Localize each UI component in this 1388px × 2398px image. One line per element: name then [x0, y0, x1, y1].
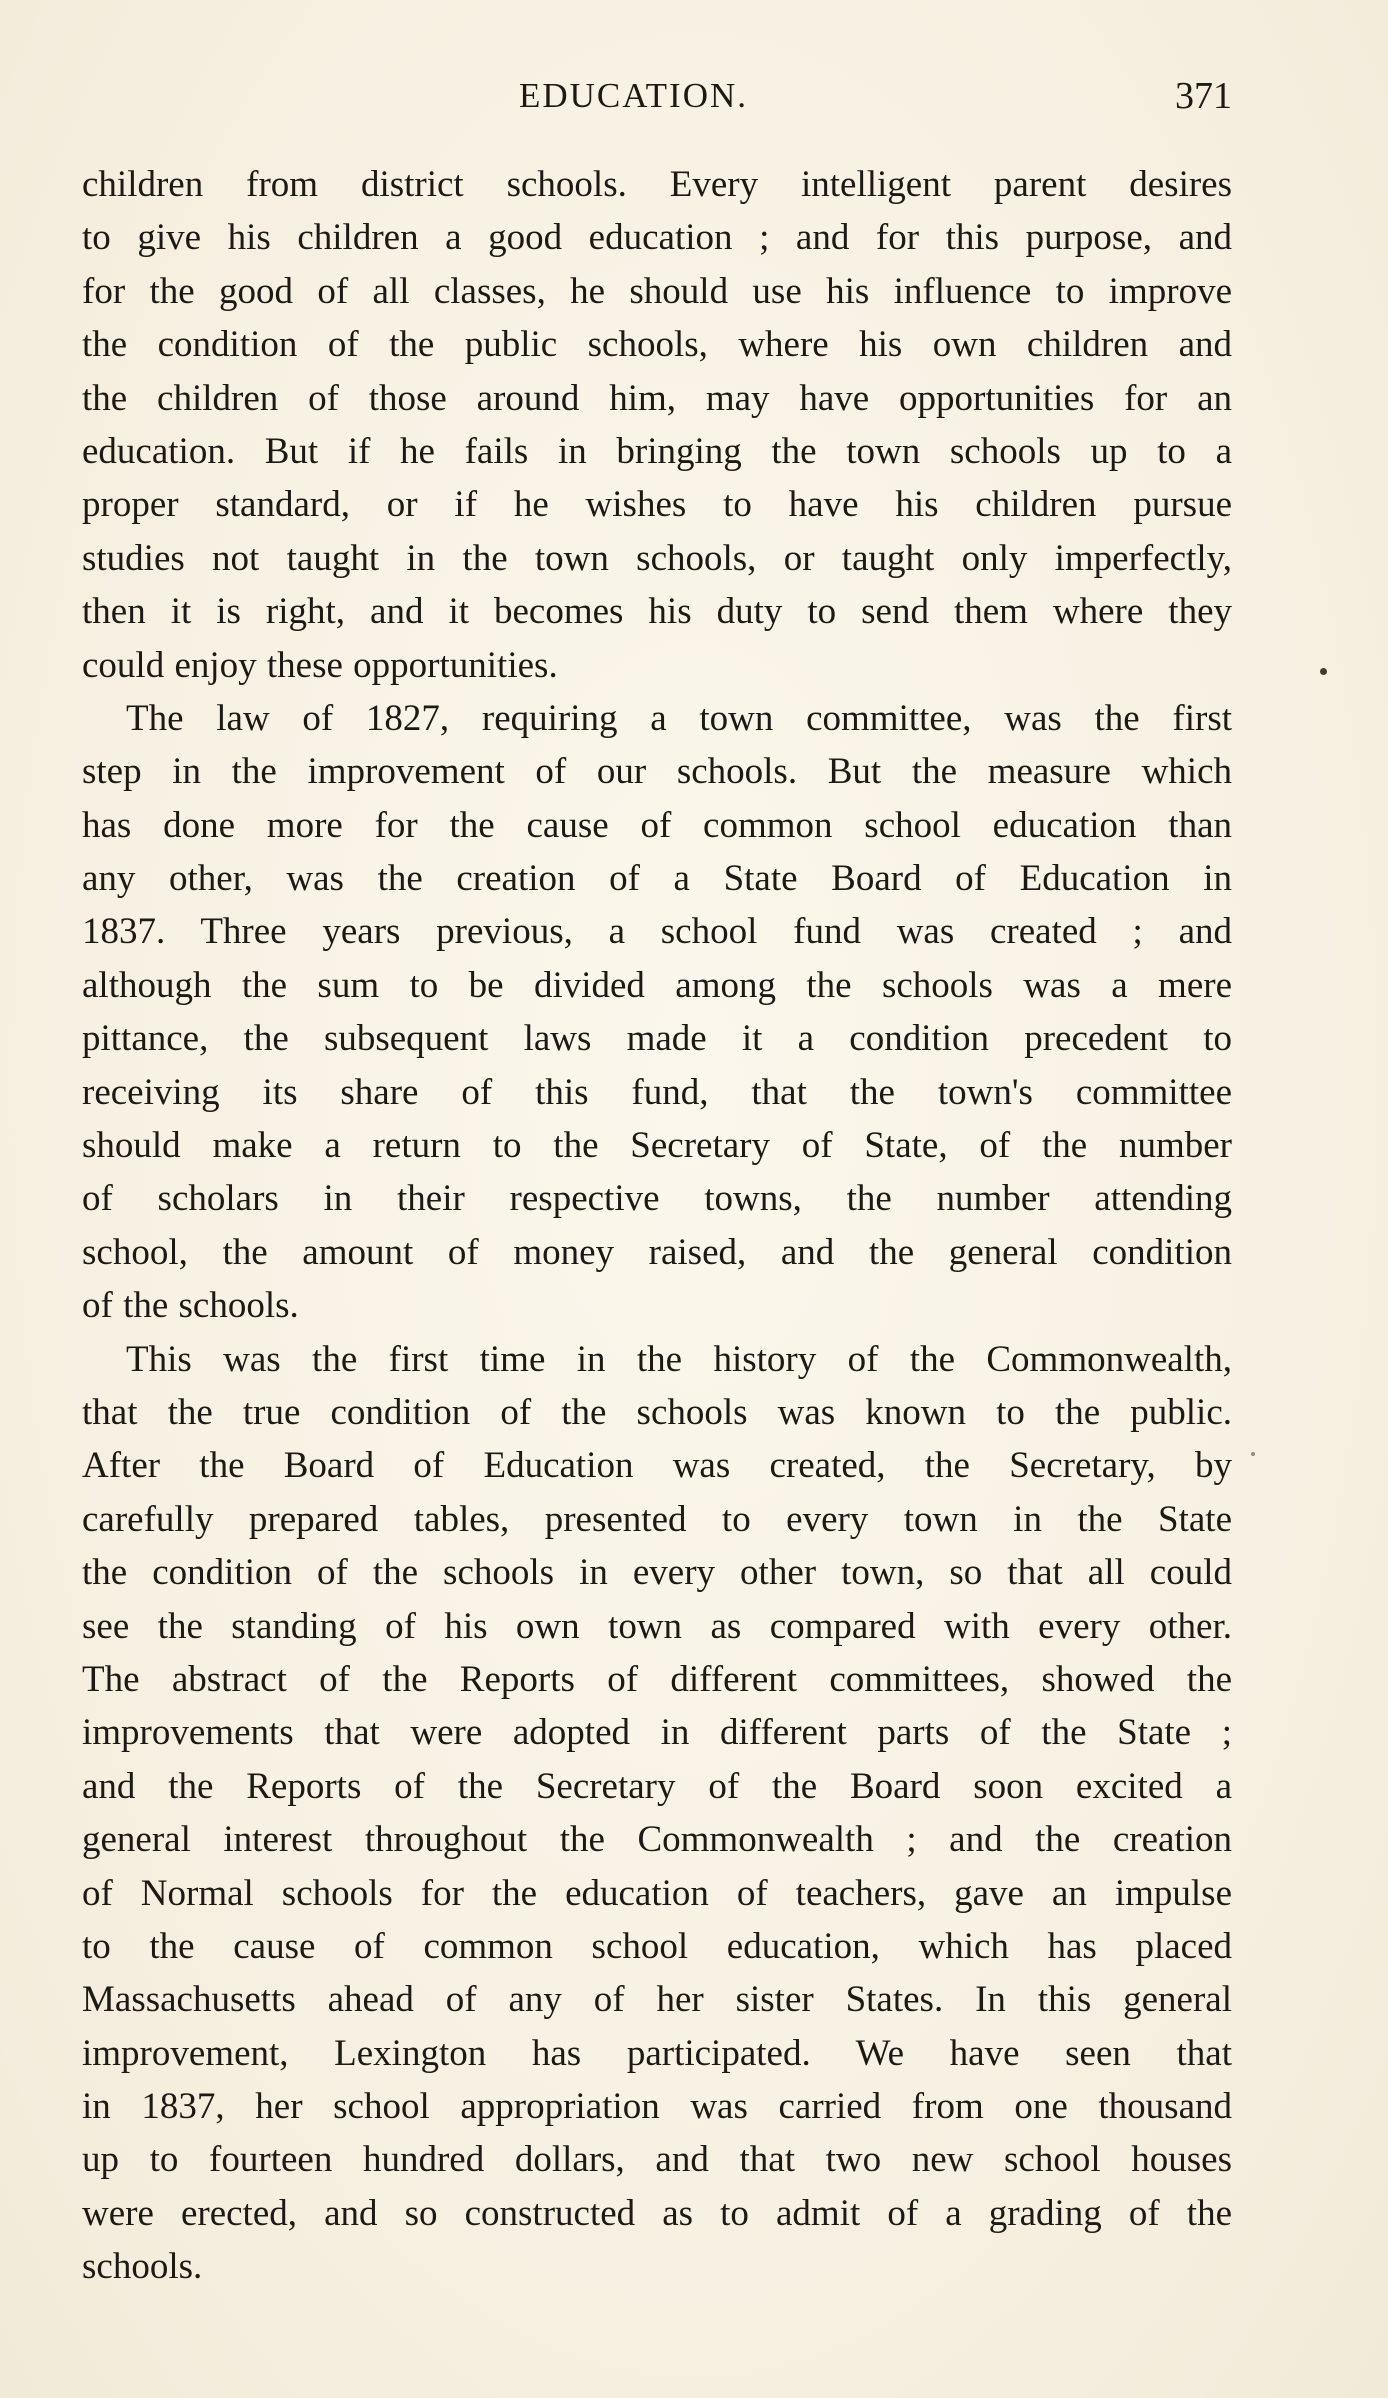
text-line: Massachusetts ahead of any of her sister States. In this general	[82, 1979, 1232, 2021]
paragraph	[82, 692, 1232, 1333]
text-line: for the good of all classes, he should use his influence to improve	[82, 270, 1232, 312]
text-line: of Normal schools for the education of teachers, gave an impulse	[82, 1872, 1232, 1914]
text-line: could enjoy these opportunities.	[82, 644, 558, 686]
text-line: were erected, and so constructed as to admit of a grading of the	[82, 2192, 1232, 2234]
text-line: that the true condition of the schools was known to the public.	[82, 1391, 1232, 1433]
text-line: improvement, Lexington has participated. We have seen that	[82, 2032, 1232, 2074]
paragraph	[82, 158, 1232, 692]
text-line: see the standing of his own town as compared with every other.	[82, 1605, 1232, 1647]
text-line: of scholars in their respective towns, the number attending	[82, 1178, 1232, 1220]
text-line: general interest throughout the Commonwealth ; and the creation	[82, 1819, 1232, 1861]
text-line: school, the amount of money raised, and the general condition	[82, 1231, 1232, 1273]
text-line: should make a return to the Secretary of State, of the number	[82, 1125, 1232, 1167]
text-line: any other, was the creation of a State Board of Education in	[82, 858, 1232, 900]
text-line: 1837. Three years previous, a school fund was created ; and	[82, 911, 1232, 953]
text-line: proper standard, or if he wishes to have his children pursue	[82, 484, 1232, 526]
text-line: the condition of the public schools, where his own children and	[82, 324, 1232, 366]
text-line: and the Reports of the Secretary of the Board soon excited a	[82, 1765, 1232, 1807]
text-line: the condition of the schools in every other town, so that all could	[82, 1552, 1232, 1594]
text-line: up to fourteen hundred dollars, and that two new school houses	[82, 2139, 1232, 2181]
ink-speck	[1320, 668, 1327, 675]
running-title: EDUCATION.	[519, 76, 749, 115]
page-number: 371	[1175, 75, 1232, 117]
text-line: in 1837, her school appropriation was carried from one thousand	[82, 2086, 1232, 2128]
ink-speck	[1251, 1452, 1255, 1456]
text-line: then it is right, and it becomes his duty to send them where they	[82, 591, 1232, 633]
text-line: After the Board of Education was created, the Secretary, by	[82, 1445, 1232, 1487]
text-line: although the sum to be divided among the schools was a mere	[82, 964, 1232, 1006]
text-line: This was the first time in the history of the Commonwealth,	[126, 1338, 1232, 1380]
text-line: the children of those around him, may have opportunities for an	[82, 377, 1232, 419]
text-line: to the cause of common school education, which has placed	[82, 1925, 1232, 1967]
text-line: has done more for the cause of common school education than	[82, 804, 1232, 846]
text-line: of the schools.	[82, 1285, 299, 1327]
text-line: pittance, the subsequent laws made it a condition precedent to	[82, 1018, 1232, 1060]
text-line: step in the improvement of our schools. But the measure which	[82, 751, 1232, 793]
text-line: children from district schools. Every intelligent parent desires	[82, 164, 1232, 205]
text-line: education. But if he fails in bringing the town schools up to a	[82, 430, 1232, 472]
body-text	[82, 158, 1232, 2294]
text-line: The law of 1827, requiring a town committee, was the first	[126, 697, 1232, 739]
text-line: receiving its share of this fund, that the town's committee	[82, 1071, 1232, 1113]
text-line: schools.	[82, 2246, 203, 2288]
text-line: to give his children a good education ; and for this purpose, and	[82, 217, 1232, 259]
text-line: improvements that were adopted in different parts of the State ;	[82, 1712, 1232, 1754]
text-line: The abstract of the Reports of different committees, showed the	[82, 1658, 1232, 1700]
text-line: carefully prepared tables, presented to every town in the State	[82, 1498, 1232, 1540]
running-head	[82, 66, 1232, 126]
paragraph	[82, 1333, 1232, 2294]
text-line: studies not taught in the town schools, or taught only imperfectly,	[82, 537, 1232, 579]
